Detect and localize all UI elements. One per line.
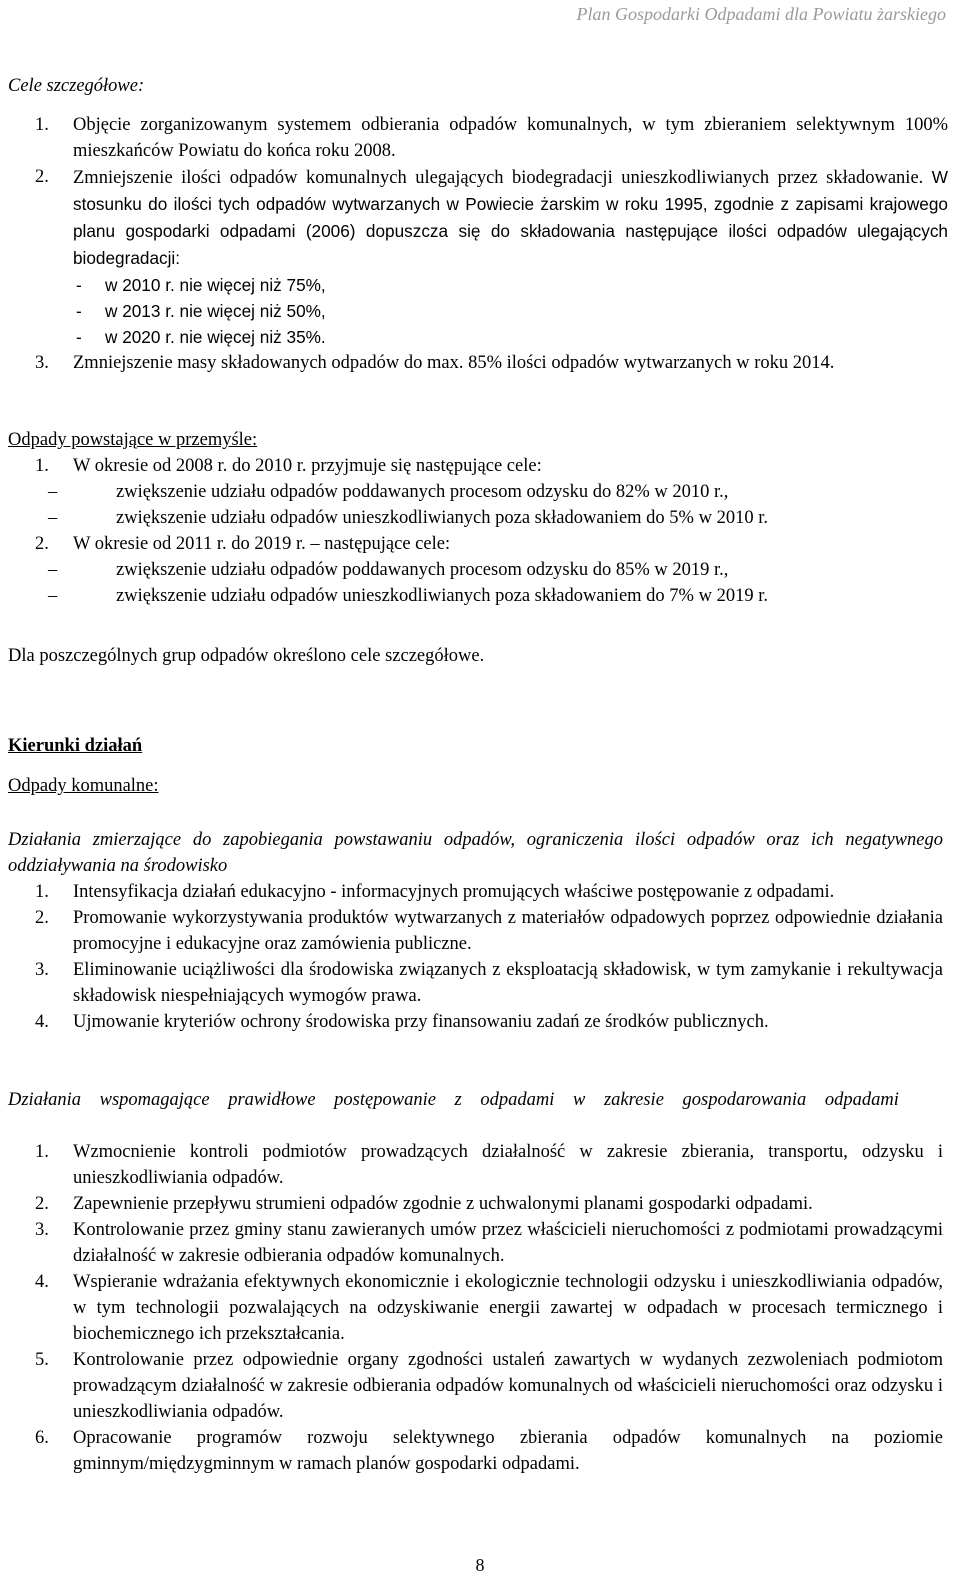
kierunki-subtitle: Odpady komunalne: <box>8 776 159 796</box>
list-number: 3. <box>35 960 49 980</box>
list-item <box>8 905 943 957</box>
list-item: – zwiększenie udziału odpadów poddawanych procesom odzysku do 85% w 2019 r., <box>48 560 729 580</box>
list-number: 1. <box>35 882 49 902</box>
list-text: Kontrolowanie przez odpowiednie organy zgodności ustaleń zawartych w wydanych zezwoleniach podmiotom prowadzącym działalność w zakresie odbierania odpadów komunalnych od właścicieli nieruchomości oraz odzysku i unieszkodliwiania odpadów. <box>73 1350 943 1422</box>
przemysl-title: Odpady powstające w przemyśle: <box>8 430 258 450</box>
list-number: 3. <box>35 1220 49 1240</box>
list-number: 6. <box>35 1428 49 1448</box>
list-text: Wspieranie wdrażania efektywnych ekonomicznie i ekologicznie technologii odzysku i unieszkodliwiania odpadów, w tym technologii pozwalających na odzyskiwanie energii zawartej w odpadach w procesach termicznego i biochemicznego ich przekształcania. <box>73 1272 943 1344</box>
group2-title: Działania wspomagające prawidłowe postępowanie z odpadami w zakresie gospodarowania odpadami <box>8 1090 899 1110</box>
list-item: – zwiększenie udziału odpadów poddawanych procesom odzysku do 82% w 2010 r., <box>48 482 729 502</box>
cele-title: Cele szczegółowe: <box>8 76 145 96</box>
cele-list <box>8 112 948 376</box>
group2-list <box>8 1139 943 1477</box>
list-number: 2. <box>35 1194 49 1214</box>
list-item: - w 2010 r. nie więcej niż 75%, <box>76 275 326 295</box>
running-header: Plan Gospodarki Odpadami dla Powiatu żarskiego <box>576 4 946 24</box>
list-text: Eliminowanie uciążliwości dla środowiska związanych z eksploatacją składowisk, w tym zamykanie i rekultywacja składowisk niespełniających wymogów prawa. <box>73 960 943 1006</box>
list-number: 2. <box>35 908 49 928</box>
list-text: Wzmocnienie kontroli podmiotów prowadzących działalność w zakresie zbierania, transportu, odzysku i unieszkodliwiania odpadów. <box>73 1142 943 1188</box>
list-text: Ujmowanie kryteriów ochrony środowiska przy finansowaniu zadań ze środków publicznych. <box>73 1012 769 1032</box>
list-item <box>8 1425 943 1477</box>
list-number: 4. <box>35 1012 49 1032</box>
group1-title: Działania zmierzające do zapobiegania powstawaniu odpadów, ograniczenia ilości odpadów oraz ich negatywnego oddziaływania na środowisko <box>8 830 943 876</box>
list-item: - w 2020 r. nie więcej niż 35%. <box>76 327 326 347</box>
list-item <box>8 1217 943 1269</box>
przemysl-list <box>8 453 948 609</box>
list-text: Zapewnienie przepływu strumieni odpadów zgodnie z uchwalonymi planami gospodarki odpadami. <box>73 1194 813 1214</box>
list-item: – zwiększenie udziału odpadów unieszkodliwianych poza składowaniem do 7% w 2019 r. <box>48 586 768 606</box>
list-item <box>8 1009 943 1035</box>
list-number: 1. <box>35 1142 49 1162</box>
list-item <box>8 1347 943 1425</box>
list-item: - w 2013 r. nie więcej niż 50%, <box>76 301 326 321</box>
list-item <box>8 957 943 1009</box>
przemysl-note: Dla poszczególnych grup odpadów określono cele szczegółowe. <box>8 646 485 666</box>
list-item: 1. W okresie od 2008 r. do 2010 r. przyjmuje się następujące cele: <box>35 456 542 476</box>
list-text: Intensyfikacja działań edukacyjno - informacyjnych promujących właściwe postępowanie z odpadami. <box>73 882 835 902</box>
list-item <box>8 879 943 905</box>
list-number: 4. <box>35 1272 49 1292</box>
list-item: 2. W okresie od 2011 r. do 2019 r. – następujące cele: <box>35 534 451 554</box>
list-item: 1. Objęcie zorganizowanym systemem odbierania odpadów komunalnych, w tym zbieraniem selektywnym 100% mieszkańców Powiatu do końca roku 2008. <box>35 115 948 161</box>
list-item <box>8 1139 943 1191</box>
list-text: Promowanie wykorzystywania produktów wytwarzanych z materiałów odpadowych poprzez odpowiednie działania promocyjne i edukacyjne oraz zamówienia publiczne. <box>73 908 943 954</box>
list-item <box>8 1191 943 1217</box>
page-number: 8 <box>475 1555 485 1575</box>
list-text: Opracowanie programów rozwoju selektywnego zbierania odpadów komunalnych na poziomie gminnym/międzygminnym w ramach planów gospodarki odpadami. <box>73 1428 943 1474</box>
list-text: Kontrolowanie przez gminy stanu zawieranych umów przez właścicieli nieruchomości z podmiotami prowadzącymi działalność w zakresie odbierania odpadów komunalnych. <box>73 1220 943 1266</box>
list-item: 3. Zmniejszenie masy składowanych odpadów do max. 85% ilości odpadów wytwarzanych w roku 2014. <box>35 353 835 373</box>
list-number: 5. <box>35 1350 49 1370</box>
list-item <box>8 1269 943 1347</box>
group1-list <box>8 879 943 1035</box>
kierunki-title: Kierunki działań <box>8 736 143 756</box>
list-item: 2. Zmniejszenie ilości odpadów komunalnych ulegających biodegradacji unieszkodliwianych przez składowanie. W stosunku do ilości tych odpadów wytwarzanych w Powiecie żarskim w roku 1995, zgodnie z zapisami krajowego planu gospodarki odpadami (2006) dopuszcza się do składowania następujące ilości odpadów ulegających biodegradacji: <box>35 167 949 268</box>
list-item: – zwiększenie udziału odpadów unieszkodliwianych poza składowaniem do 5% w 2010 r. <box>48 508 768 528</box>
